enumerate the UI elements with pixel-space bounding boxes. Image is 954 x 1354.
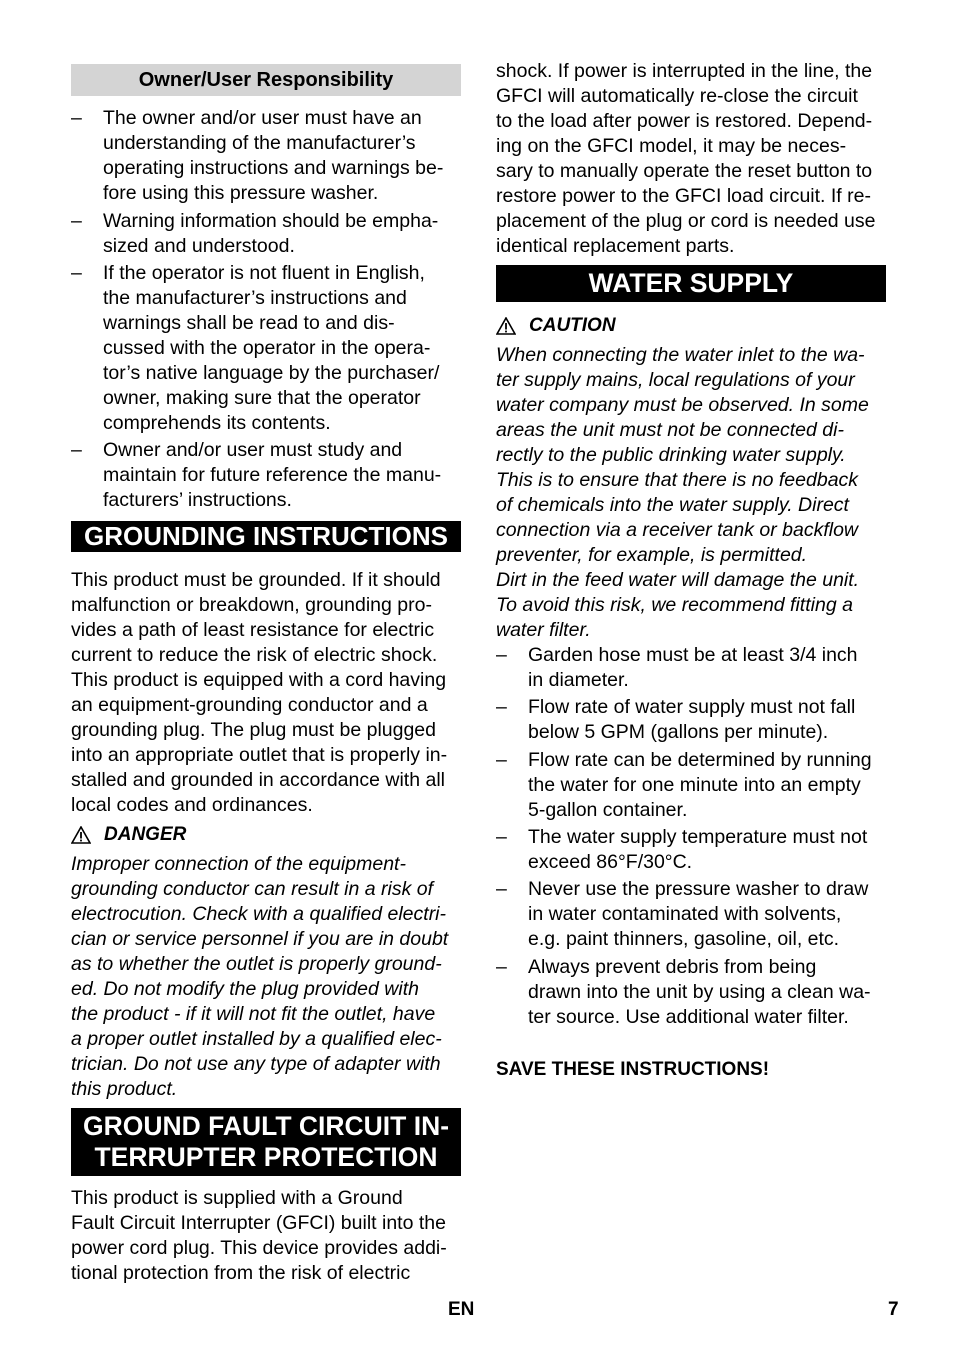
text-line: power cord plug. This device provides addi- [71, 1237, 447, 1259]
text-line: If the operator is not fluent in English, [103, 262, 425, 284]
text-line: owner, making sure that the operator [103, 387, 421, 409]
text-line: warnings shall be read to and dis- [103, 312, 395, 334]
text-line: local codes and ordinances. [71, 794, 313, 816]
text-line: fore using this pressure washer. [103, 182, 379, 204]
text-line: tor’s native language by the purchaser/ [103, 362, 440, 384]
caution-label [496, 313, 616, 338]
text-line: Dirt in the feed water will damage the unit. [496, 569, 860, 591]
gfci-paragraph [71, 1186, 461, 1286]
text-line: current to reduce the risk of electric shock. [71, 644, 438, 666]
text-line: Always prevent debris from being [528, 956, 817, 978]
text-line: trician. Do not use any type of adapter with [71, 1053, 441, 1075]
list-item [71, 106, 461, 206]
list-item [496, 955, 886, 1030]
text-line: Warning information should be empha- [103, 210, 439, 232]
text-line: Never use the pressure washer to draw [528, 878, 869, 900]
list-item [496, 748, 886, 823]
danger-label [71, 822, 186, 847]
text-line: maintain for future reference the manu- [103, 464, 442, 486]
caution-text: CAUTION [529, 315, 616, 336]
list-dash: – [71, 262, 82, 284]
text-line: exceed 86°F/30°C. [528, 851, 693, 873]
text-line: into an appropriate outlet that is properly in- [71, 744, 448, 766]
text-line: sary to manually operate the reset button to [496, 160, 873, 182]
text-line: placement of the plug or cord is needed use [496, 210, 876, 232]
text-line: e.g. paint thinners, gasoline, oil, etc. [528, 928, 840, 950]
list-dash: – [496, 826, 507, 848]
list-item [71, 438, 461, 513]
text-line: This product must be grounded. If it should [71, 569, 441, 591]
list-dash: – [496, 956, 507, 978]
list-dash: – [496, 878, 507, 900]
text-line: Fault Circuit Interrupter (GFCI) built into the [71, 1212, 446, 1234]
list-item [496, 877, 886, 952]
text-line: The water supply temperature must not [528, 826, 868, 848]
text-line: in diameter. [528, 669, 629, 691]
list-item [71, 261, 461, 436]
footer-page-number: 7 [888, 1299, 899, 1320]
text-line: Improper connection of the equipment- [71, 853, 406, 875]
warning-triangle-icon [496, 317, 516, 335]
grounding-paragraph [71, 568, 461, 818]
text-line: to the load after power is restored. Depend- [496, 110, 873, 132]
text-line: the water for one minute into an empty [528, 774, 861, 796]
gfci-heading [71, 1108, 461, 1176]
caution-paragraph [496, 343, 886, 643]
text-line: This product is equipped with a cord having [71, 669, 447, 691]
text-line: Flow rate can be determined by running [528, 749, 872, 771]
list-dash: – [71, 439, 82, 461]
text-line: ing on the GFCI model, it may be neces- [496, 135, 847, 157]
heading-line: GROUND FAULT CIRCUIT IN- [82, 1111, 450, 1141]
text-line: Garden hose must be at least 3/4 inch [528, 644, 858, 666]
list-dash: – [496, 644, 507, 666]
text-line: a proper outlet installed by a qualified elec- [71, 1028, 442, 1050]
heading-line: TERRUPTER PROTECTION [94, 1142, 438, 1172]
text-line: grounding plug. The plug must be plugged [71, 719, 436, 741]
text-line: grounding conductor can result in a risk of [71, 878, 434, 900]
water-supply-heading: WATER SUPPLY [496, 265, 886, 302]
list-dash: – [71, 107, 82, 129]
text-line: When connecting the water inlet to the wa- [496, 344, 865, 366]
text-line: tional protection from the risk of electric [71, 1262, 411, 1284]
text-line: restore power to the GFCI load circuit. If re- [496, 185, 871, 207]
text-line: electrocution. Check with a qualified electri- [71, 903, 447, 925]
text-line: sized and understood. [103, 235, 295, 257]
text-line: cussed with the operator in the opera- [103, 337, 431, 359]
text-line: This is to ensure that there is no feedback [496, 469, 859, 491]
grounding-instructions-heading: GROUNDING INSTRUCTIONS [71, 521, 461, 552]
danger-paragraph [71, 852, 461, 1102]
text-line: areas the unit must not be connected di- [496, 419, 844, 441]
danger-text: DANGER [104, 824, 187, 845]
list-dash: – [71, 210, 82, 232]
text-line: comprehends its contents. [103, 412, 331, 434]
text-line: rectly to the public drinking water supply. [496, 444, 846, 466]
text-line: water company must be observed. In some [496, 394, 869, 416]
list-dash: – [496, 749, 507, 771]
text-line: the manufacturer’s instructions and [103, 287, 407, 309]
text-line: below 5 GPM (gallons per minute). [528, 721, 829, 743]
text-line: GFCI will automatically re-close the circuit [496, 85, 858, 107]
save-instructions-text: SAVE THESE INSTRUCTIONS! [496, 1059, 770, 1080]
text-line: this product. [71, 1078, 178, 1100]
text-line: ter supply mains, local regulations of your [496, 369, 855, 391]
text-line: drawn into the unit by using a clean wa- [528, 981, 871, 1003]
text-line: This product is supplied with a Ground [71, 1187, 403, 1209]
text-line: cian or service personnel if you are in doubt [71, 928, 449, 950]
text-line: operating instructions and warnings be- [103, 157, 444, 179]
text-line: Flow rate of water supply must not fall [528, 696, 856, 718]
text-line: ter source. Use additional water filter. [528, 1006, 849, 1028]
text-line: as to whether the outlet is properly ground- [71, 953, 442, 975]
text-line: understanding of the manufacturer’s [103, 132, 416, 154]
text-line: vides a path of least resistance for electric [71, 619, 435, 641]
text-line: in water contaminated with solvents, [528, 903, 842, 925]
warning-triangle-icon [71, 826, 91, 844]
list-item [496, 643, 886, 693]
owner-responsibility-heading: Owner/User Responsibility [71, 64, 461, 96]
text-line: identical replacement parts. [496, 235, 735, 257]
text-line: of chemicals into the water supply. Direct [496, 494, 849, 516]
text-line: the product - if it will not fit the outlet, have [71, 1003, 436, 1025]
text-line: facturers’ instructions. [103, 489, 292, 511]
text-line: 5-gallon container. [528, 799, 688, 821]
text-line: shock. If power is interrupted in the line, the [496, 60, 873, 82]
text-line: an equipment-grounding conductor and a [71, 694, 428, 716]
text-line: The owner and/or user must have an [103, 107, 422, 129]
gfci-continued-paragraph [496, 59, 886, 259]
text-line: malfunction or breakdown, grounding pro- [71, 594, 432, 616]
footer-language: EN [448, 1299, 475, 1320]
text-line: preventer, for example, is permitted. [496, 544, 808, 566]
list-item [496, 825, 886, 875]
text-line: water filter. [496, 619, 591, 641]
text-line: Owner and/or user must study and [103, 439, 403, 461]
list-dash: – [496, 696, 507, 718]
text-line: connection via a receiver tank or backflow [496, 519, 859, 541]
list-item [71, 209, 461, 259]
text-line: To avoid this risk, we recommend fitting a [496, 594, 853, 616]
text-line: ed. Do not modify the plug provided with [71, 978, 419, 1000]
list-item [496, 695, 886, 745]
text-line: stalled and grounded in accordance with all [71, 769, 445, 791]
